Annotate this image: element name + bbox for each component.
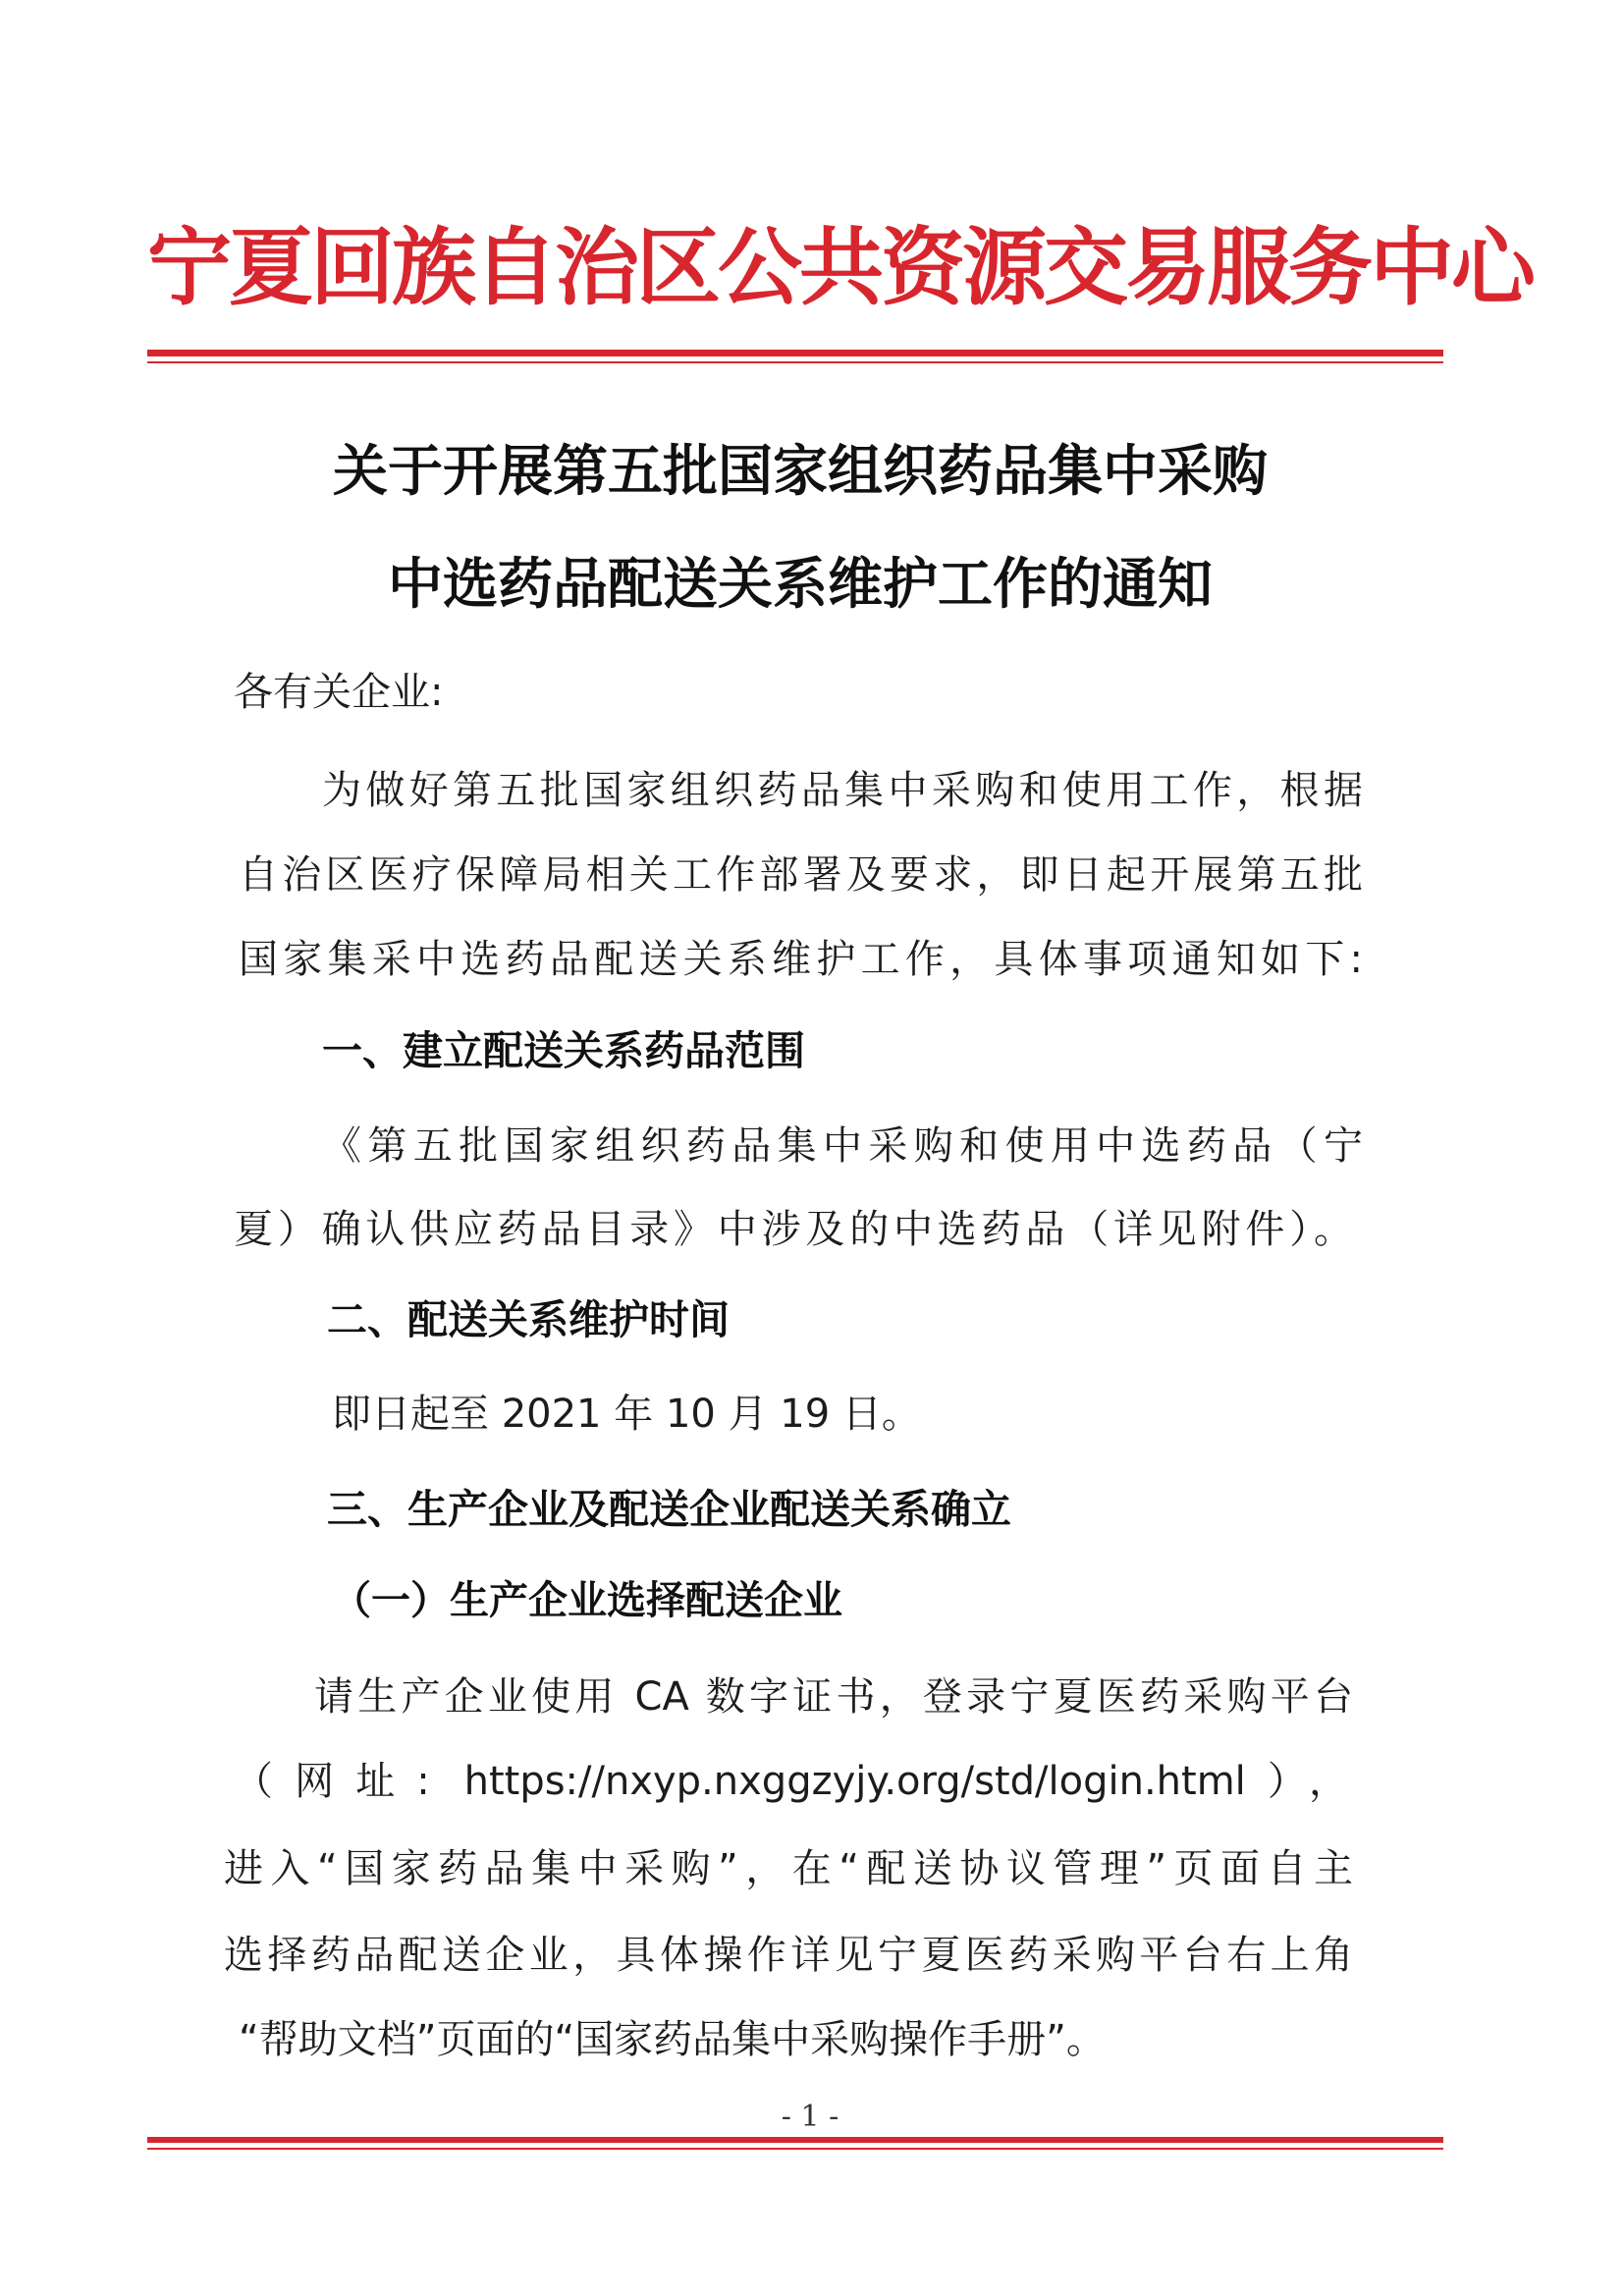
section-2-line-1: 即日起至 2021 年 10 月 19 日。 — [332, 1392, 921, 1437]
intro-line-1: 为做好第五批国家组织药品集中采购和使用工作，根据 — [322, 768, 1363, 813]
footer-red-rule-thin — [147, 2148, 1443, 2150]
section-3-line-1: 请生产企业使用 CA 数字证书，登录宁夏医药采购平台 — [314, 1674, 1353, 1720]
footer-red-rule-thick — [147, 2137, 1443, 2143]
section-2-heading: 二、配送关系维护时间 — [327, 1296, 730, 1343]
document-title-line-2: 中选药品配送关系维护工作的通知 — [388, 552, 1213, 617]
section-1-line-2: 夏）确认供应药品目录》中涉及的中选药品（详见附件）。 — [234, 1207, 1353, 1252]
section-3-heading: 三、生产企业及配送企业配送关系确立 — [327, 1486, 1011, 1533]
intro-line-3: 国家集采中选药品配送关系维护工作，具体事项通知如下: — [239, 937, 1363, 982]
section-3-line-2: （网址: https://nxyp.nxggzyjy.org/std/login.html）， — [234, 1759, 1348, 1804]
section-1-heading: 一、建立配送关系药品范围 — [322, 1027, 805, 1074]
section-3-line-3: 进入“国家药品集中采购”，在“配送协议管理”页面自主 — [224, 1846, 1353, 1891]
page-number: - 1 - — [781, 2100, 839, 2134]
document-title-line-1: 关于开展第五批国家组织药品集中采购 — [333, 439, 1268, 504]
header-red-rule-thick — [147, 350, 1443, 356]
header-red-rule-thin — [147, 361, 1443, 363]
intro-line-2: 自治区医疗保障局相关工作部署及要求，即日起开展第五批 — [239, 852, 1363, 898]
section-3-subheading: （一）生产企业选择配送企业 — [332, 1577, 842, 1623]
section-1-line-1: 《第五批国家组织药品集中采购和使用中选药品（宁 — [322, 1123, 1363, 1169]
organization-header: 宁夏回族自治区公共资源交易服务中心 — [147, 218, 1533, 317]
salutation: 各有关企业: — [234, 670, 444, 715]
section-3-line-4: 选择药品配送企业，具体操作详见宁夏医药采购平台右上角 — [224, 1933, 1353, 1978]
section-3-line-5: “帮助文档”页面的“国家药品集中采购操作手册”。 — [239, 2017, 1106, 2062]
